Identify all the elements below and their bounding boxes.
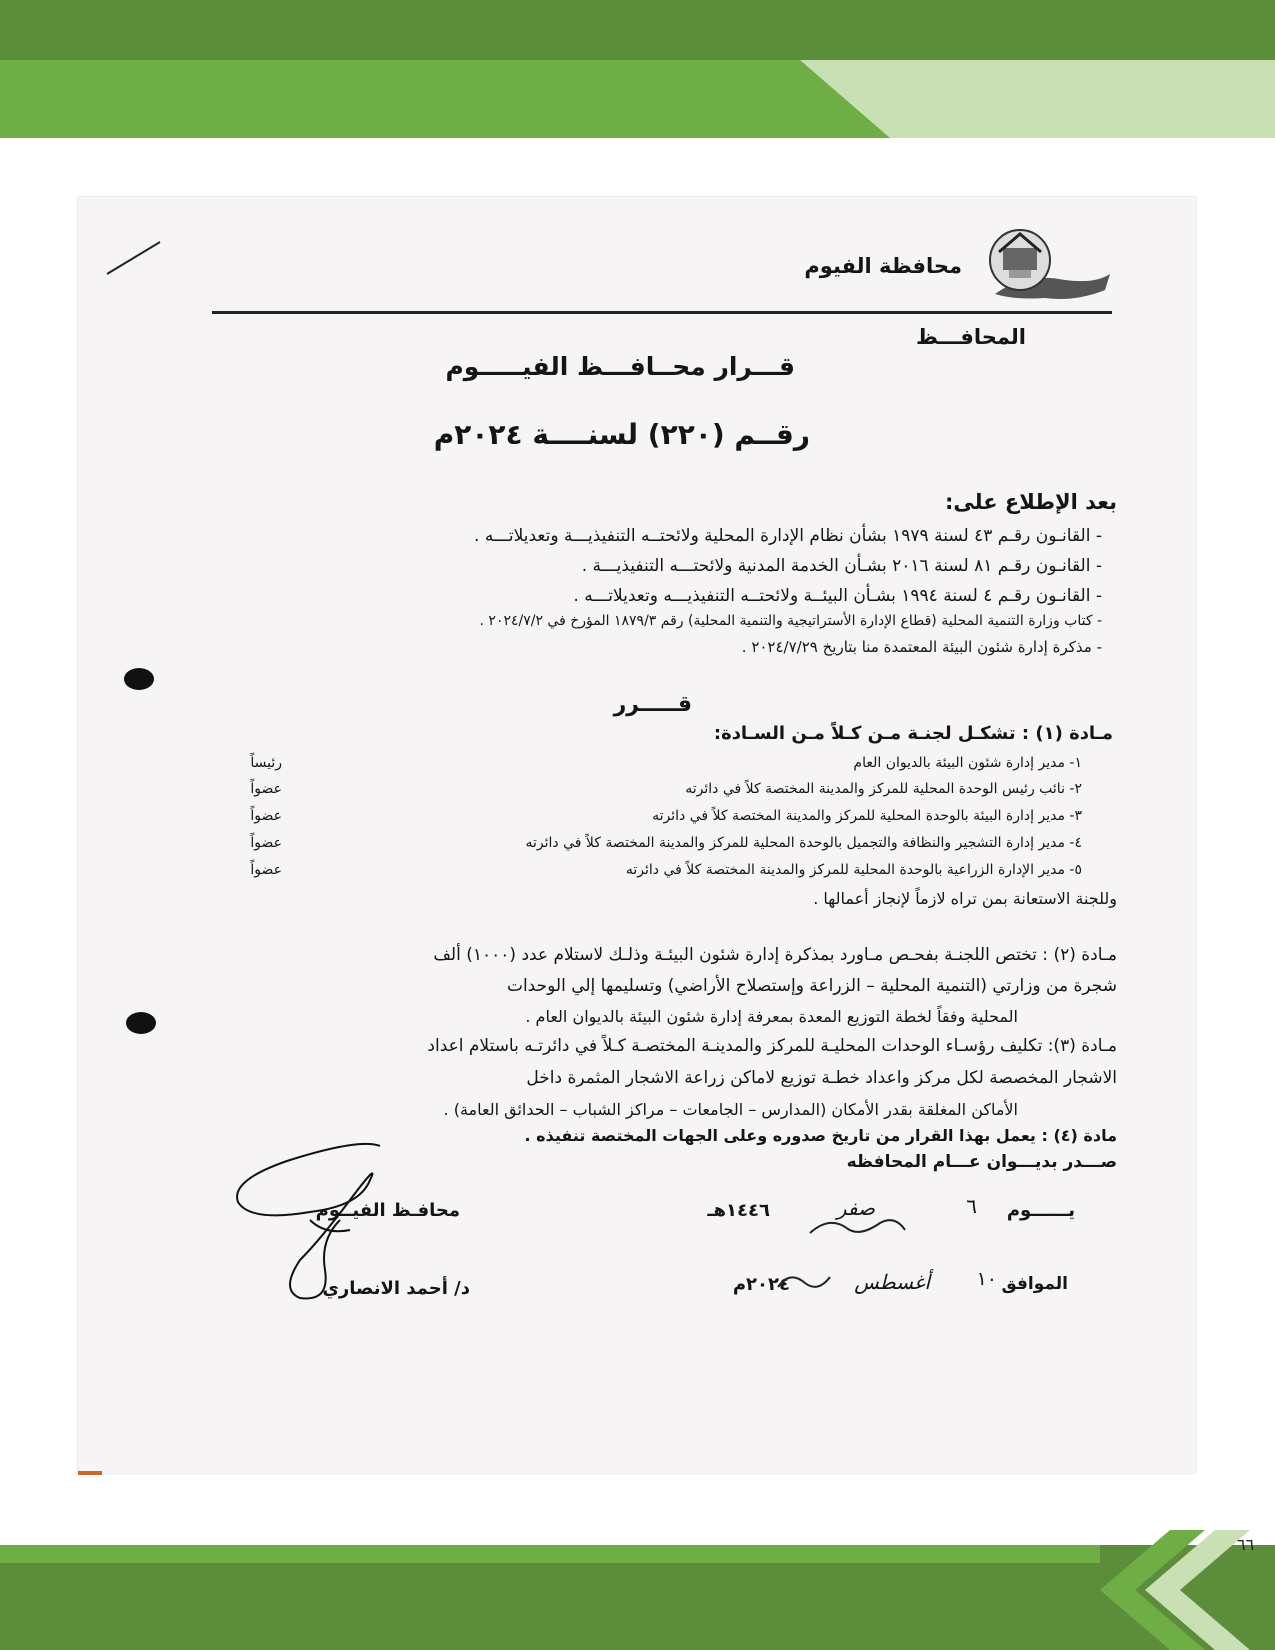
footer-stripe bbox=[0, 1545, 1100, 1563]
article-3-line: الأماكن المغلقة بقدر الأمكان (المدارس – الجامعات – مراكز الشباب – الحدائق العامة) . bbox=[443, 1100, 1018, 1119]
member-item: ٣- مدير إدارة البيئة بالوحدة المحلية للمركز والمدينة المختصة كلاً في دائرته bbox=[652, 808, 1082, 824]
preamble-item: - القانـون رقـم ٨١ لسنة ٢٠١٦ بشـأن الخدمة المدنية ولائحتـــه التنفيذيـــة . bbox=[581, 556, 1102, 576]
document-edge-mark bbox=[78, 1471, 102, 1475]
governor-signature-mark bbox=[230, 1140, 410, 1310]
article-1-note: وللجنة الاستعانة بمن تراه لازماً لإنجاز أعمالها . bbox=[813, 889, 1117, 908]
article-2-line: شجرة من وزارتي (التنمية المحلية – الزراعة وإستصلاح الأراضي) وتسليمها إلي الوحدات bbox=[506, 976, 1117, 996]
preamble-item: - كتاب وزارة التنمية المحلية (قطاع الإدارة الأستراتيجية والتنمية المحلية) رقم ١٨٧٩/٣ المؤرخ في ٢٠٢٤/٧/٢ . bbox=[479, 613, 1102, 629]
header-rule bbox=[212, 311, 1112, 314]
article-2-line: مـادة (٢) : تختص اللجنـة بفحـص مـاورد بمذكرة إدارة شئون البيئـة وذلـك لاستلام عدد (١٠٠٠) ألف bbox=[433, 945, 1117, 965]
member-role: رئيساً bbox=[250, 755, 282, 771]
gregorian-year: ٢٠٢٤م bbox=[732, 1274, 790, 1295]
chevron-decoration-icon bbox=[1040, 1530, 1270, 1650]
governorate-emblem-icon bbox=[985, 222, 1115, 312]
header-band-dark bbox=[0, 0, 1275, 60]
preamble-heading: بعد الإطلاع على: bbox=[945, 490, 1117, 514]
issued-line: صـــدر بديـــوان عـــام المحافظه bbox=[846, 1152, 1117, 1172]
punch-hole-mark bbox=[126, 1012, 156, 1034]
pen-stroke-mark bbox=[105, 238, 165, 278]
decides-heading: قـــــرر bbox=[613, 692, 692, 717]
preamble-item: - القانـون رقـم ٤٣ لسنة ١٩٧٩ بشأن نظام الإدارة المحلية ولائحتــه التنفيذيـــة وتعديلاتـــه . bbox=[474, 526, 1102, 546]
decree-number: رقــم (٢٢٠) لسنــــة ٢٠٢٤م bbox=[433, 418, 810, 451]
member-item: ٥- مدير الإدارة الزراعية بالوحدة المحلية للمركز والمدينة المختصة كلاً في دائرته bbox=[625, 862, 1082, 878]
member-item: ١- مدير إدارة شئون البيئة بالديوان العام bbox=[853, 755, 1082, 771]
member-item: ٢- نائب رئيس الوحدة المحلية للمركز والمدينة المختصة كلاً في دائرته bbox=[685, 781, 1082, 797]
governor-name: د/ أحمد الانصاري bbox=[322, 1278, 470, 1299]
day-label: يــــــوم bbox=[1006, 1200, 1075, 1221]
preamble-item: - القانـون رقـم ٤ لسنة ١٩٩٤ بشـأن البيئــة ولائحتــه التنفيذيـــه وتعديلاتـــه . bbox=[573, 586, 1102, 606]
hijri-month: صفر bbox=[836, 1196, 875, 1220]
member-role: عضواً bbox=[250, 808, 282, 824]
governorate-name: محافظة الفيوم bbox=[804, 254, 962, 278]
article-2-line: المحلية وفقاً لخطة التوزيع المعدة بمعرفة إدارة شئون البيئة بالديوان العام . bbox=[525, 1007, 1018, 1026]
date-handwriting-mark bbox=[770, 1185, 970, 1295]
decree-title: قـــرار محــافـــظ الفيـــــوم bbox=[445, 352, 795, 381]
hijri-day: ٦ bbox=[966, 1194, 977, 1218]
member-role: عضواً bbox=[250, 862, 282, 878]
article-1-heading: مـادة (١) : تشكـل لجنـة مـن كـلاً مـن السـادة: bbox=[713, 723, 1113, 744]
page-number: ٦٦ bbox=[1237, 1535, 1255, 1554]
member-role: عضواً bbox=[250, 835, 282, 851]
gregorian-day: ١٠ bbox=[976, 1268, 997, 1290]
article-3-line: الاشجار المخصصة لكل مركز واعداد خطـة توزيع لاماكن زراعة الاشجار المثمرة داخل bbox=[526, 1068, 1117, 1088]
preamble-item: - مذكرة إدارة شئون البيئة المعتمدة منا بتاريخ ٢٠٢٤/٧/٢٩ . bbox=[741, 638, 1102, 656]
office-title: المحافـــظ bbox=[916, 325, 1026, 349]
punch-hole-mark bbox=[124, 668, 154, 690]
governor-title: محافـظ الفيــوم bbox=[315, 1200, 460, 1221]
member-item: ٤- مدير إدارة التشجير والنظافة والتجميل بالوحدة المحلية للمركز والمدينة المختصة كلاً في دائرته bbox=[525, 835, 1082, 851]
member-role: عضواً bbox=[250, 781, 282, 797]
hijri-year: ١٤٤٦هـ bbox=[707, 1200, 770, 1221]
article-4: مادة (٤) : يعمل بهذا القرار من تاريخ صدوره وعلى الجهات المختصة تنفيذه . bbox=[524, 1126, 1117, 1145]
gregorian-month: أغسطس bbox=[854, 1270, 930, 1294]
article-3-line: مـادة (٣): تكليف رؤسـاء الوحدات المحليـة للمركز والمدينـة المختصـة كـلاً في دائرتـه باستلام اعداد bbox=[427, 1036, 1117, 1056]
gregorian-label: الموافق bbox=[1001, 1274, 1068, 1294]
